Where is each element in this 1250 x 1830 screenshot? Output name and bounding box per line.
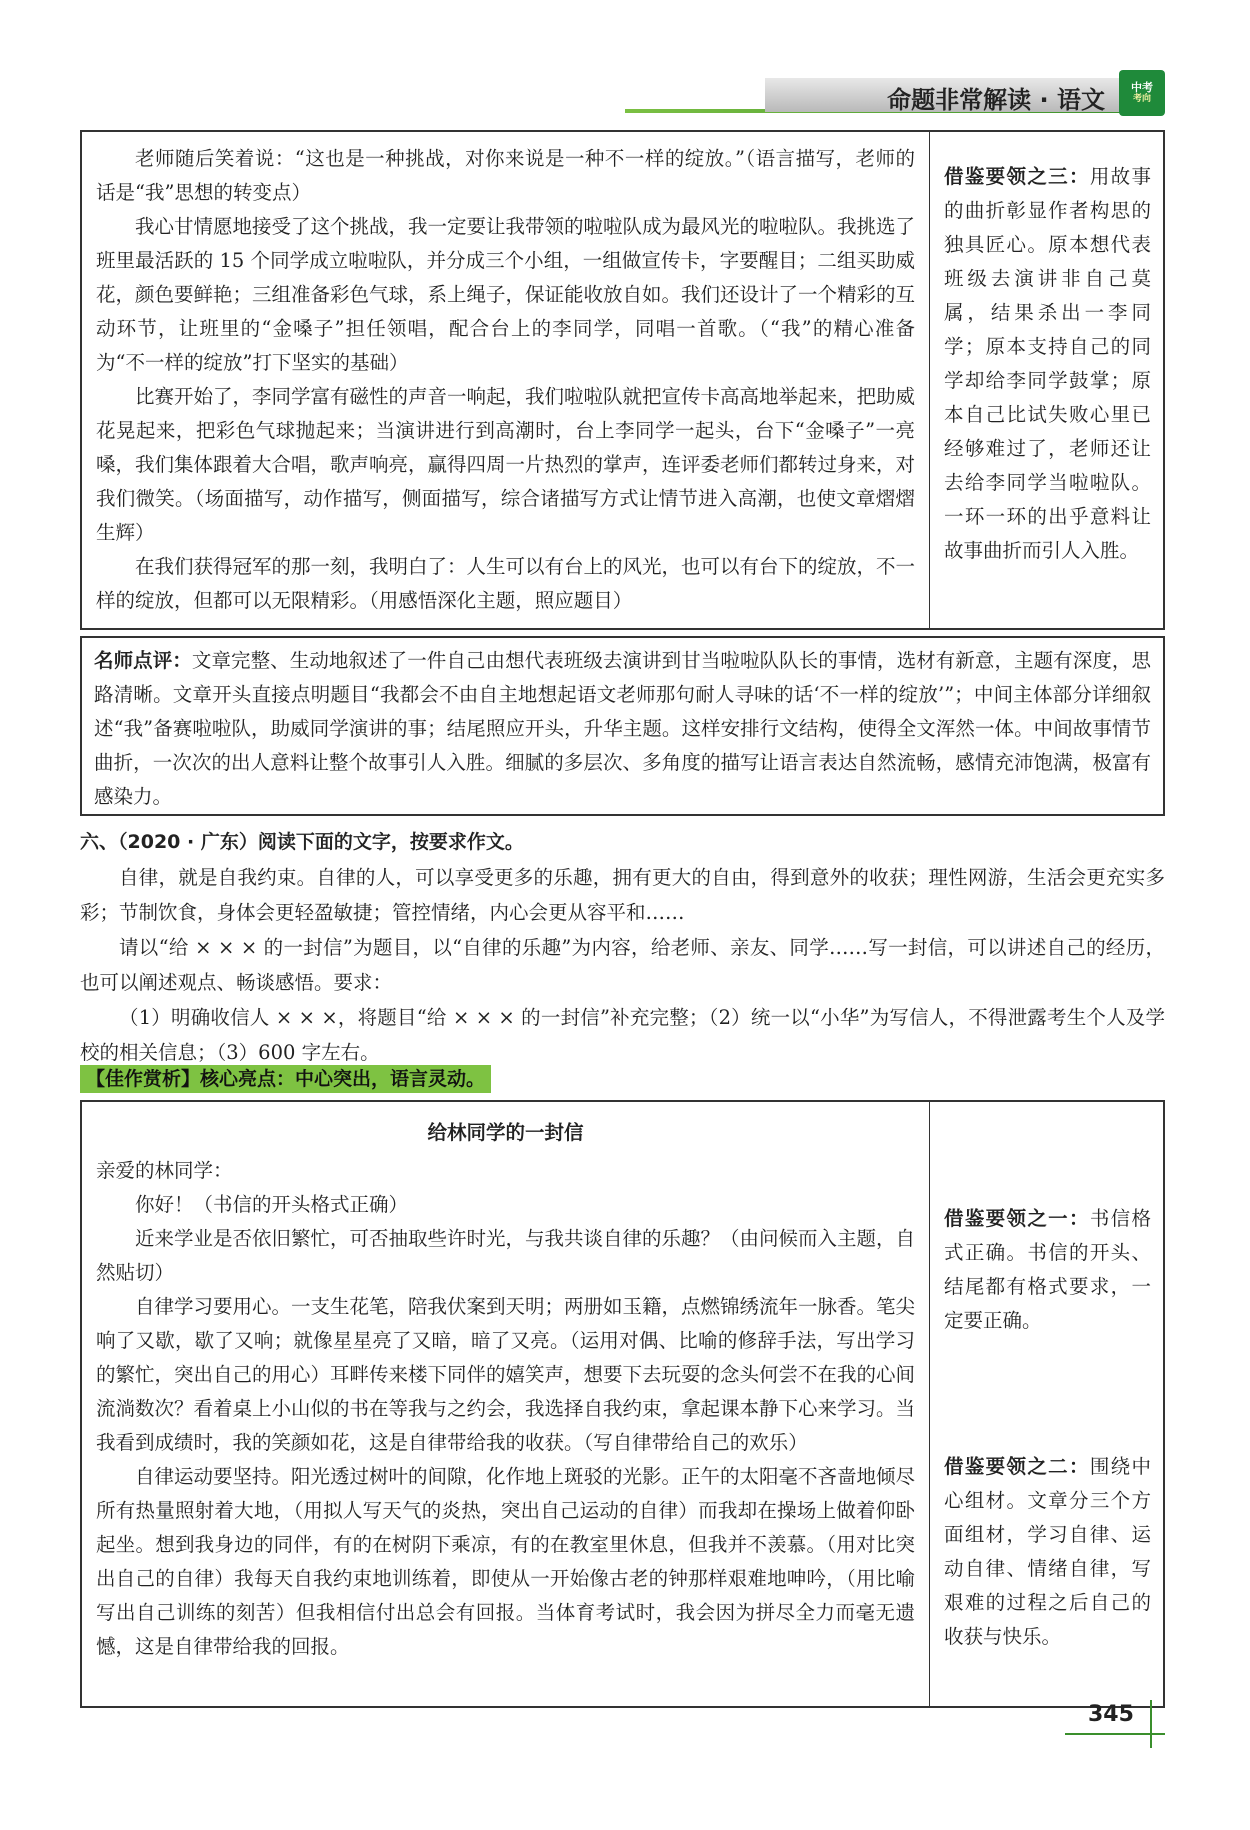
side-note-2 [944,1450,1151,1654]
letter-side-notes [930,1102,1163,1706]
logo [1119,70,1165,116]
teacher-comment-box [80,636,1165,816]
teacher-comment [94,644,1151,814]
letter-paragraph: 你好！（书信的开头格式正确） [135,1193,409,1216]
letter-salutation: 亲爱的林同学： [96,1159,233,1182]
essay-box [80,130,1165,630]
essay-paragraph: 老师随后笑着说：“这也是一种挑战，对你来说是一种不一样的绽放。”（语言描写，老师的话是“我”思想的转变点） [96,147,915,204]
side-note-2-text [944,1450,1151,1654]
question-section [80,825,1165,1070]
logo-line2: 考向 [1132,94,1151,105]
side-note-body: 用故事的曲折彰显作者构思的独具匠心。原本想代表班级去演讲非自己莫属，结果杀出一李同学；原本支持自己的同学却给李同学鼓掌；原本自己比试失败心里已经够难过了，老师还让去给李同学当啦啦队。一环一环的出乎意料让故事曲折而引人入胜。 [944,165,1151,562]
appreciation-tag: 【佳作赏析】核心亮点：中心突出，语言灵动。 [80,1065,491,1093]
letter-body [82,1102,930,1706]
side-note-1 [944,1202,1151,1338]
essay-side-note [930,132,1163,628]
side-note-2-body: 围绕中心组材。文章分三个方面组材，学习自律、运动自律、情绪自律，写艰难的过程之后自己的收获与快乐。 [944,1455,1151,1648]
side-note-1-text [944,1202,1151,1338]
letter-box [80,1100,1165,1708]
letter-paragraph: 自律运动要坚持。阳光透过树叶的间隙，化作地上斑驳的光影。正午的太阳毫不吝啬地倾尽所有热量照射着大地，（用拟人写天气的炎热，突出自己运动的自律）而我却在操场上做着仰卧起坐。想到我身边的同伴，有的在树阴下乘凉，有的在教室里休息，但我并不羡慕。（用对比突出自己的自律）我每天自我约束地训练着，即使从一开始像古老的钟那样艰难地呻吟，（用比喻写出自己训练的刻苦）但我相信付出总会有回报。当体育考试时，我会因为拼尽全力而毫无遗憾，这是自律带给我的回报。 [96,1465,916,1658]
side-note-2-lead: 借鉴要领之二： [944,1455,1090,1478]
logo-line1: 中考 [1131,80,1153,94]
page-header [625,70,1165,118]
letter-title: 给林同学的一封信 [427,1121,584,1144]
question-paragraph: 自律，就是自我约束。自律的人，可以享受更多的乐趣，拥有更大的自由，得到意外的收获；理性网游，生活会更充实多彩；节制饮食，身体会更轻盈敏捷；管控情绪，内心会更从容平和…… [80,866,1165,924]
side-note-1-body: 书信格式正确。书信的开头、结尾都有格式要求，一定要正确。 [944,1207,1151,1332]
page-number-mark [1150,1700,1152,1748]
letter-paragraph: 自律学习要用心。一支生花笔，陪我伏案到天明；两册如玉籍，点燃锦绣流年一脉香。笔尖响了又歇，歇了又响；就像星星亮了又暗，暗了又亮。（运用对偶、比喻的修辞手法，写出学习的繁忙，突出自己的用心）耳畔传来楼下同伴的嬉笑声，想要下去玩耍的念头何尝不在我的心间流淌数次？看着桌上小山似的书在等我与之约会，我选择自我约束，拿起课本静下心来学习。当我看到成绩时，我的笑颜如花，这是自律带给我的收获。（写自律带给自己的欢乐） [96,1295,916,1454]
page-number: 345 [1088,1702,1134,1727]
question-heading: 六、（2020 · 广东）阅读下面的文字，按要求作文。 [80,831,524,853]
essay-paragraph: 在我们获得冠军的那一刻，我明白了：人生可以有台上的风光，也可以有台下的绽放，不一样的绽放，但都可以无限精彩。（用感悟深化主题，照应题目） [96,555,916,612]
essay-paragraph: 比赛开始了，李同学富有磁性的声音一响起，我们啦啦队就把宣传卡高高地举起来，把助威花晃起来，把彩色气球抛起来；当演讲进行到高潮时，台上李同学一起头，台下“金嗓子”一亮嗓，我们集体跟着大合唱，歌声响亮，赢得四周一片热烈的掌声，连评委老师们都转过身来，对我们微笑。（场面描写，动作描写，侧面描写，综合诸描写方式让情节进入高潮，也使文章熠熠生辉） [96,385,916,544]
essay-body [82,132,930,628]
side-note-1-lead: 借鉴要领之一： [944,1207,1090,1230]
essay-paragraph: 我心甘情愿地接受了这个挑战，我一定要让我带领的啦啦队成为最风光的啦啦队。我挑选了班里最活跃的 15 个同学成立啦啦队，并分成三个小组，一组做宣传卡，字要醒目；二组买助威花，颜色要鲜艳；三组准备彩色气球，系上绳子，保证能收放自如。我们还设计了一个精彩的互动环节，让班里的“金嗓子”担任领唱，配合台上的李同学，同唱一首歌。（“我”的精心准备为“不一样的绽放”打下坚实的基础） [96,215,916,374]
appreciation-tag-row [80,1065,491,1093]
comment-body: 文章完整、生动地叙述了一件自己由想代表班级去演讲到甘当啦啦队队长的事情，选材有新意，主题有深度，思路清晰。文章开头直接点明题目“我都会不由自主地想起语文老师那句耐人寻味的话‘不一样的绽放’”；中间主体部分详细叙述“我”备赛啦啦队，助威同学演讲的事；结尾照应开头，升华主题。这样安排行文结构，使得全文浑然一体。中间故事情节曲折，一次次的出人意料让整个故事引人入胜。细腻的多层次、多角度的描写让语言表达自然流畅，感情充沛饱满，极富有感染力。 [94,649,1151,808]
comment-lead: 名师点评： [94,649,192,672]
question-paragraph: 请以“给 × × × 的一封信”为题目，以“自律的乐趣”为内容，给老师、亲友、同学……写一封信，可以讲述自己的经历，也可以阐述观点、畅谈感悟。要求： [80,936,1165,994]
side-note-lead: 借鉴要领之三： [944,165,1090,188]
question-paragraph: （1）明确收信人 × × ×，将题目“给 × × × 的一封信”补充完整；（2）统一以“小华”为写信人，不得泄露考生个人及学校的相关信息；（3）600 字左右。 [80,1006,1165,1064]
side-note-text [944,160,1151,568]
letter-paragraph: 近来学业是否依旧繁忙，可否抽取些许时光，与我共谈自律的乐趣？（由问候而入主题，自然贴切） [96,1227,916,1284]
header-title: 命题非常解读 · 语文 [887,86,1105,114]
